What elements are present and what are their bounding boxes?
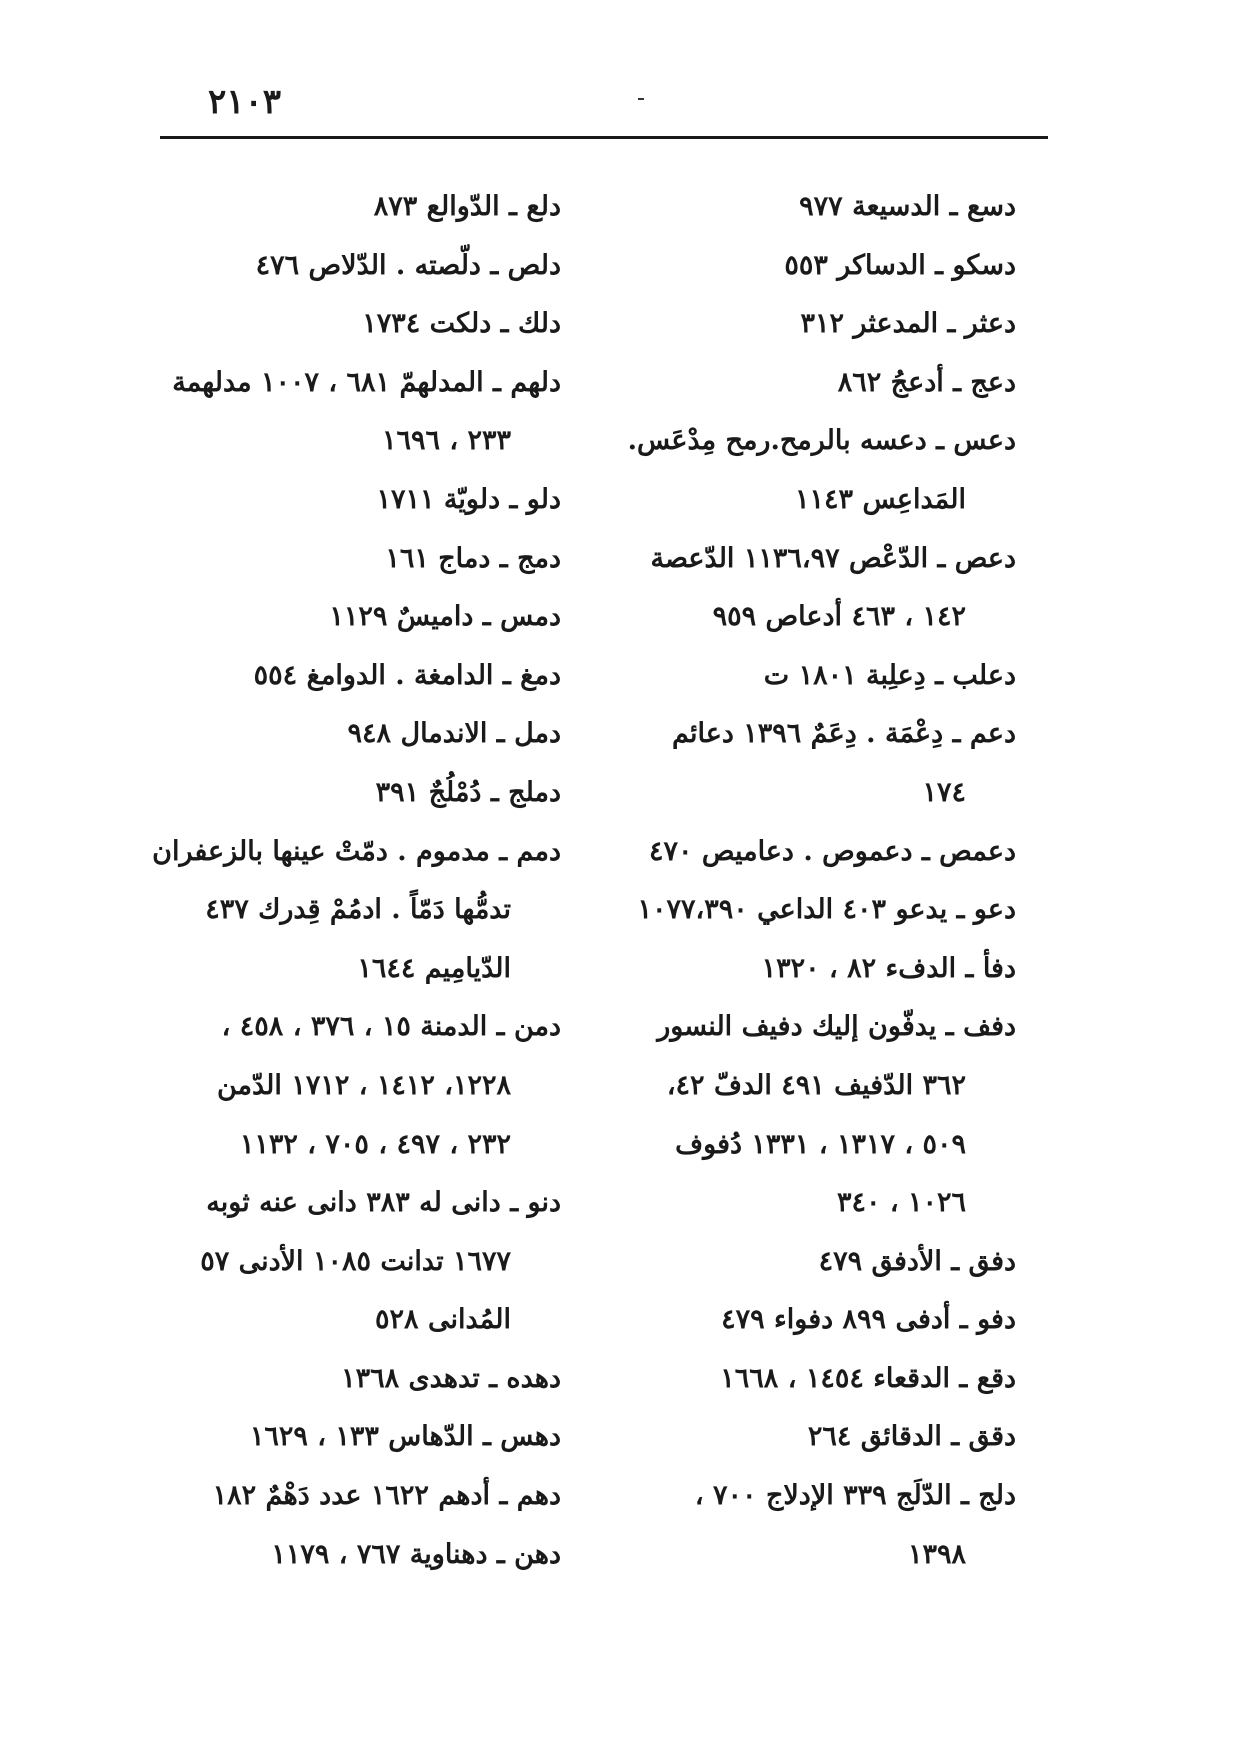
index-entry-continuation: ١٤٢ ، ٤٦٣ أدعاص ٩٥٩ (712, 601, 966, 633)
index-entry: دعثر ـ المدعثر ٣١٢ (800, 308, 1016, 340)
index-entry: دهن ـ دهناوية ٧٦٧ ، ١١٧٩ (271, 1538, 561, 1570)
index-entry: دعو ـ يدعو ٤٠٣ الداعي ١٠٧٧،٣٩٠ (637, 894, 1016, 926)
index-entry: دمل ـ الاندمال ٩٤٨ (347, 718, 561, 750)
index-entry-continuation: ١٢٢٨، ١٤١٢ ، ١٧١٢ الدّمن (216, 1069, 511, 1101)
index-entry: دلك ـ دلكت ١٧٣٤ (362, 308, 561, 340)
index-entry: دفف ـ يدفّون إليك دفيف النسور (657, 1011, 1016, 1043)
index-entry: دمج ـ دماج ١٦١ (385, 542, 561, 574)
index-entry-continuation: ١٦٧٧ تدانت ١٠٨٥ الأدنى ٥٧ (200, 1245, 511, 1277)
index-entry: دسع ـ الدسيعة ٩٧٧ (799, 191, 1016, 222)
index-entry: دقق ـ الدقائق ٢٦٤ (807, 1421, 1016, 1453)
index-entry-continuation: ٢٣٢ ، ٤٩٧ ، ٧٠٥ ، ١١٣٢ (239, 1128, 511, 1160)
index-column-left (141, 178, 561, 1584)
index-entry-continuation: الدّيامِيم ١٦٤٤ (357, 952, 511, 984)
index-entry: دمم ـ مدموم . دمّتْ عينها بالزعفران (152, 835, 561, 867)
header-dot (638, 98, 644, 100)
index-entry: دهم ـ أدهم ١٦٢٢ عدد دَهْمٌ ١٨٢ (212, 1480, 561, 1512)
index-entry-continuation: تدمُّها دَمّاً . ادمُمْ قِدرك ٤٣٧ (205, 894, 511, 926)
index-entry: دنو ـ دانى له ٣٨٣ دانى عنه ثوبه (206, 1187, 561, 1219)
index-entry-continuation: المُدانى ٥٢٨ (375, 1304, 511, 1336)
index-entry: دفو ـ أدفى ٨٩٩ دفواء ٤٧٩ (721, 1304, 1016, 1336)
index-entry: دمن ـ الدمنة ١٥ ، ٣٧٦ ، ٤٥٨ ، (221, 1011, 561, 1043)
index-entry: دلج ـ الدّلَج ٣٣٩ الإدلاج ٧٠٠ ، (694, 1480, 1016, 1512)
index-entry: دعج ـ أدعجُ ٨٦٢ (837, 366, 1016, 398)
index-entry: دمس ـ داميسٌ ١١٢٩ (329, 601, 561, 633)
index-entry-continuation: ١٠٢٦ ، ٣٤٠ (836, 1187, 966, 1219)
index-entry: دعص ـ الدّعْص ١١٣٦،٩٧ الدّعصة (650, 542, 1016, 574)
index-entry: دهده ـ تدهدى ١٣٦٨ (341, 1362, 561, 1394)
index-entry: دفأ ـ الدفء ٨٢ ، ١٣٢٠ (761, 952, 1016, 984)
index-entry: دقع ـ الدقعاء ١٤٥٤ ، ١٦٦٨ (720, 1362, 1016, 1394)
index-entry: دعمص ـ دعموص . دعاميص ٤٧٠ (648, 835, 1016, 867)
index-entry-continuation: ٥٠٩ ، ١٣١٧ ، ١٣٣١ دُفوف (675, 1128, 966, 1160)
header-rule (160, 136, 1048, 139)
index-entry: دعس ـ دعسه بالرمح.رمح مِدْعَس. (627, 425, 1016, 457)
page-number: ٢١٠٣ (208, 82, 282, 122)
index-entry: دلهم ـ المدلهمّ ٦٨١ ، ١٠٠٧ مدلهمة (172, 366, 561, 398)
index-entry: دفق ـ الأدفق ٤٧٩ (818, 1245, 1016, 1277)
index-entry-continuation: ٣٦٢ الدّفيف ٤٩١ الدفّ ٤٢، (666, 1069, 966, 1101)
index-entry: دعلب ـ دِعلِبة ١٨٠١ ت (763, 659, 1016, 691)
index-entry: دملج ـ دُمْلُجٌ ٣٩١ (375, 776, 561, 808)
index-entry: دهس ـ الدّهاس ١٣٣ ، ١٦٢٩ (249, 1421, 561, 1453)
index-entry-continuation: ١٣٩٨ (907, 1538, 966, 1570)
index-entry-continuation: ٢٣٣ ، ١٦٩٦ (381, 425, 511, 457)
index-entry: دلص ـ دلّصته . الدّلاص ٤٧٦ (255, 249, 561, 281)
index-entry: دلو ـ دلويّة ١٧١١ (376, 483, 561, 515)
index-entry-continuation: المَداعِس ١١٤٣ (795, 483, 966, 515)
index-entry-continuation: ١٧٤ (922, 776, 966, 808)
index-entry: دسكو ـ الدساكر ٥٥٣ (784, 249, 1016, 281)
index-entry: دمغ ـ الدامغة . الدوامغ ٥٥٤ (253, 659, 561, 691)
index-column-right (576, 178, 1016, 1584)
index-entry: دلع ـ الدّوالع ٨٧٣ (373, 191, 561, 222)
index-entry: دعم ـ دِعْمَة . دِعَمٌ ١٣٩٦ دعائم (672, 718, 1016, 750)
